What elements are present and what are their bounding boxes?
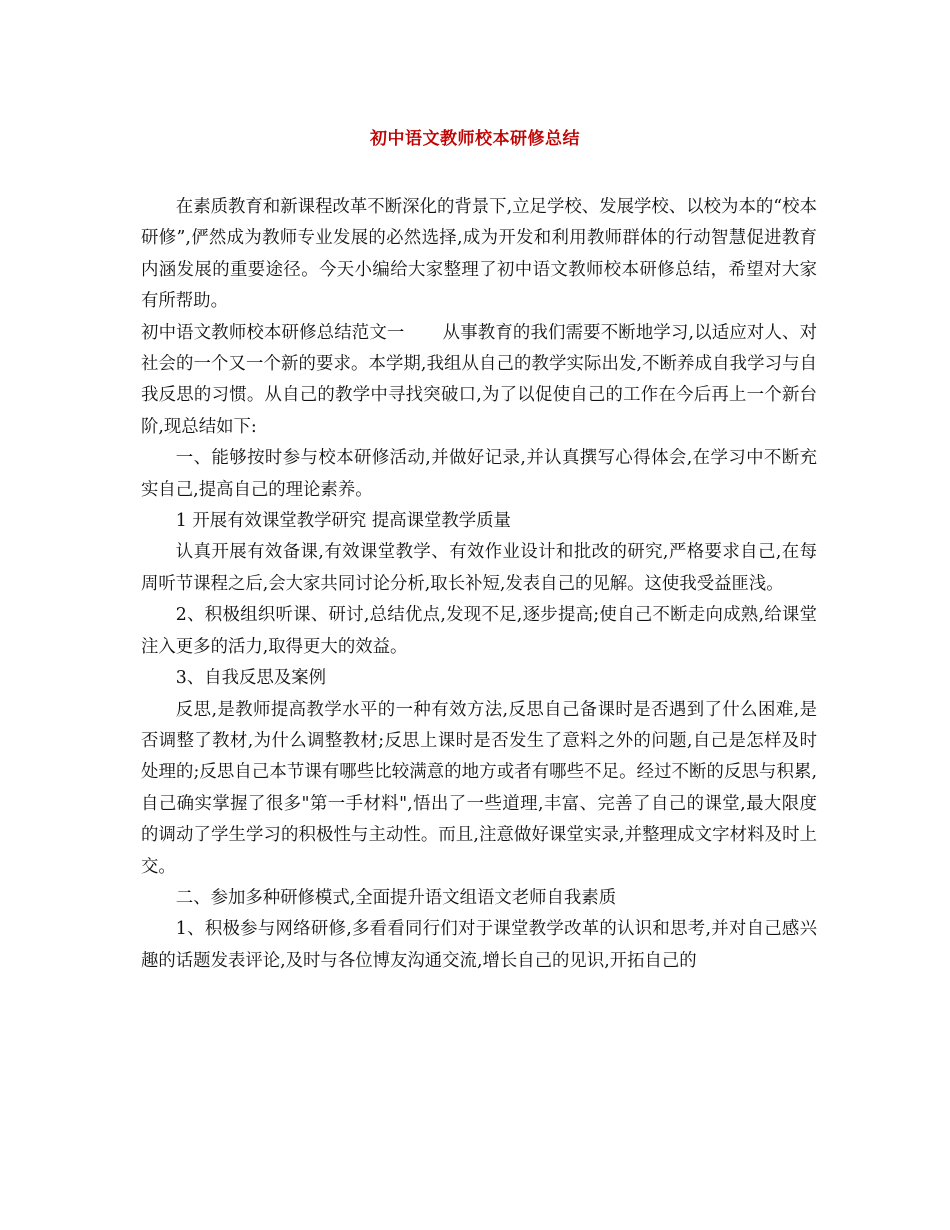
item-three-paragraph: 反思,是教师提高教学水平的一种有效方法,反思自己备课时是否遇到了什么困难,是否调整了教材,为什么调整教材;反思上课时是否发生了意料之外的问题,自己是怎样及时处理的;反思自己本节课有哪些比较满意的地方或者有哪些不足。经过不断的反思与积累,自己确实掌握了很多"第一手材料",悟出了一些道理,丰富、完善了自己的课堂,最大限度的调动了学生学习的积极性与主动性。而且,注意做好课堂实录,并整理成文字材料及时上交。 bbox=[141, 699, 817, 877]
item-two-paragraph: 2、积极组织听课、研讨,总结优点,发现不足,逐步提高;使自己不断走向成熟,给课堂注入更多的活力,取得更大的效益。 bbox=[141, 605, 817, 657]
item-one-heading: 1 开展有效课堂教学研究 提高课堂教学质量 bbox=[175, 511, 511, 532]
intro-paragraph: 在素质教育和新课程改革不断深化的背景下,立足学校、发展学校、以校为本的“校本研修”,俨然成为教师专业发展的必然选择,成为开发和利用教师群体的行动智慧促进教育内涵发展的重要途径。今天小编给大家整理了初中语文教师校本研修总结，希望对大家有所帮助。 bbox=[141, 197, 817, 312]
document-body bbox=[141, 192, 817, 977]
section-two-item-one-paragraph: 1、积极参与网络研修,多看看同行们对于课堂教学改革的认识和思考,并对自己感兴趣的话题发表评论,及时与各位博友沟通交流,增长自己的见识,开拓自己的 bbox=[141, 919, 817, 971]
item-three-heading: 3、自我反思及案例 bbox=[175, 668, 326, 689]
section-one-paragraph: 一、能够按时参与校本研修活动,并做好记录,并认真撰写心得体会,在学习中不断充实自己,提高自己的理论素养。 bbox=[141, 448, 817, 500]
document-title: 初中语文教师校本研修总结 bbox=[370, 129, 580, 149]
item-one-paragraph: 认真开展有效备课,有效课堂教学、有效作业设计和批改的研究,严格要求自己,在每周听节课程之后,会大家共同讨论分析,取长补短,发表自己的见解。这使我受益匪浅。 bbox=[141, 542, 817, 594]
sample-paragraph bbox=[141, 318, 817, 444]
section-two-heading: 二、参加多种研修模式,全面提升语文组语文老师自我素质 bbox=[175, 887, 617, 908]
sample-heading: 初中语文教师校本研修总结范文一 bbox=[141, 322, 405, 343]
sample-lead-text: 从事教育的我们需要不断地学习,以适应对人、对社会的一个又一个新的要求。本学期,我组从自己的教学实际出发,不断养成自我学习与自我反思的习惯。从自己的教学中寻找突破口,为了以促使自己的工作在今后再上一个新台阶,现总结如下: bbox=[141, 322, 817, 437]
